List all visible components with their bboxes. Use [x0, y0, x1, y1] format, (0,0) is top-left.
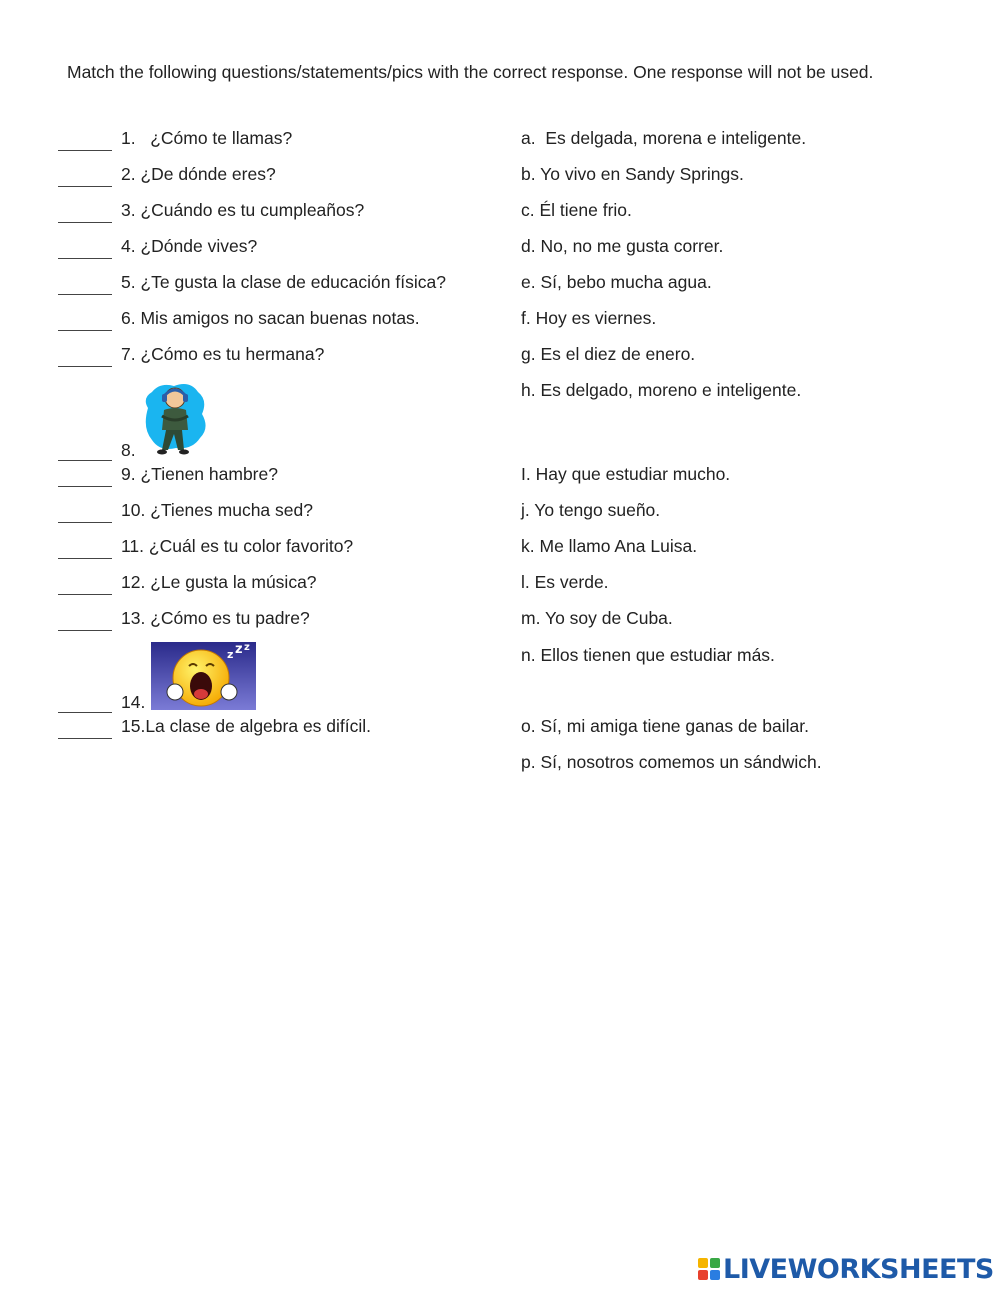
answer-a: a. Es delgada, morena e inteligente. — [521, 128, 807, 148]
answer-blank-12[interactable] — [58, 594, 112, 595]
svg-text:z: z — [227, 648, 234, 661]
question-row-14 — [0, 692, 1000, 718]
question-row-11 — [0, 536, 1000, 562]
question-row-3 — [0, 200, 1000, 226]
answer-f: f. Hoy es viernes. — [521, 308, 657, 328]
question-11: 11. ¿Cuál es tu color favorito? — [121, 536, 354, 556]
question-3: 3. ¿Cuándo es tu cumpleaños? — [121, 200, 365, 220]
question-row-15 — [0, 716, 1000, 742]
answer-blank-4[interactable] — [58, 258, 112, 259]
question-15: 15.La clase de algebra es difícil. — [121, 716, 372, 736]
answer-p: p. Sí, nosotros comemos un sándwich. — [521, 752, 822, 772]
answer-blank-13[interactable] — [58, 630, 112, 631]
question-row-2 — [0, 164, 1000, 190]
question-row-1 — [0, 128, 1000, 154]
question-row-12 — [0, 572, 1000, 598]
answer-d: d. No, no me gusta correr. — [521, 236, 724, 256]
svg-text:z: z — [235, 642, 243, 657]
answer-j: j. Yo tengo sueño. — [521, 500, 661, 520]
answer-blank-8[interactable] — [58, 460, 112, 461]
question-row-8 — [0, 440, 1000, 466]
question-row-10 — [0, 500, 1000, 526]
answer-row-p — [0, 752, 1000, 778]
answer-i: I. Hay que estudiar mucho. — [521, 464, 731, 484]
question-row-13 — [0, 608, 1000, 634]
svg-text:z: z — [244, 642, 250, 653]
answer-row-n — [0, 645, 1000, 671]
question-6: 6. Mis amigos no sacan buenas notas. — [121, 308, 420, 328]
question-row-7 — [0, 344, 1000, 370]
question-9: 9. ¿Tienen hambre? — [121, 464, 278, 484]
answer-blank-15[interactable] — [58, 738, 112, 739]
answer-c: c. Él tiene frio. — [521, 200, 632, 220]
answer-blank-5[interactable] — [58, 294, 112, 295]
logo-text: LIVEWORKSHEETS — [723, 1253, 994, 1285]
answer-m: m. Yo soy de Cuba. — [521, 608, 673, 628]
question-row-9 — [0, 464, 1000, 490]
question-1: 1. ¿Cómo te llamas? — [121, 128, 293, 148]
question-10: 10. ¿Tienes mucha sed? — [121, 500, 313, 520]
answer-l: l. Es verde. — [521, 572, 609, 592]
logo-square — [698, 1270, 708, 1280]
answer-k: k. Me llamo Ana Luisa. — [521, 536, 698, 556]
answer-o: o. Sí, mi amiga tiene ganas de bailar. — [521, 716, 809, 736]
question-13: 13. ¿Cómo es tu padre? — [121, 608, 310, 628]
answer-blank-3[interactable] — [58, 222, 112, 223]
answer-blank-10[interactable] — [58, 522, 112, 523]
question-4: 4. ¿Dónde vives? — [121, 236, 258, 256]
instructions-text: Match the following questions/statements/pics with the correct response. One response will not be used. — [67, 62, 874, 82]
liveworksheets-logo — [698, 1254, 994, 1284]
answer-h: h. Es delgado, moreno e inteligente. — [521, 380, 802, 400]
answer-e: e. Sí, bebo mucha agua. — [521, 272, 712, 292]
logo-mark-icon — [698, 1258, 720, 1280]
question-8: 8. — [121, 440, 136, 460]
answer-blank-1[interactable] — [58, 150, 112, 151]
question-row-6 — [0, 308, 1000, 334]
answer-blank-9[interactable] — [58, 486, 112, 487]
question-row-4 — [0, 236, 1000, 262]
answer-blank-7[interactable] — [58, 366, 112, 367]
question-5: 5. ¿Te gusta la clase de educación física? — [121, 272, 446, 292]
answer-blank-6[interactable] — [58, 330, 112, 331]
answer-blank-2[interactable] — [58, 186, 112, 187]
answer-b: b. Yo vivo en Sandy Springs. — [521, 164, 744, 184]
answer-blank-11[interactable] — [58, 558, 112, 559]
question-row-5 — [0, 272, 1000, 298]
answer-n: n. Ellos tienen que estudiar más. — [521, 645, 775, 665]
logo-square — [710, 1258, 720, 1268]
answer-blank-14[interactable] — [58, 712, 112, 713]
logo-square — [698, 1258, 708, 1268]
answer-g: g. Es el diez de enero. — [521, 344, 696, 364]
logo-square — [710, 1270, 720, 1280]
question-2: 2. ¿De dónde eres? — [121, 164, 276, 184]
question-12: 12. ¿Le gusta la música? — [121, 572, 317, 592]
question-7: 7. ¿Cómo es tu hermana? — [121, 344, 325, 364]
question-14: 14. — [121, 692, 146, 712]
